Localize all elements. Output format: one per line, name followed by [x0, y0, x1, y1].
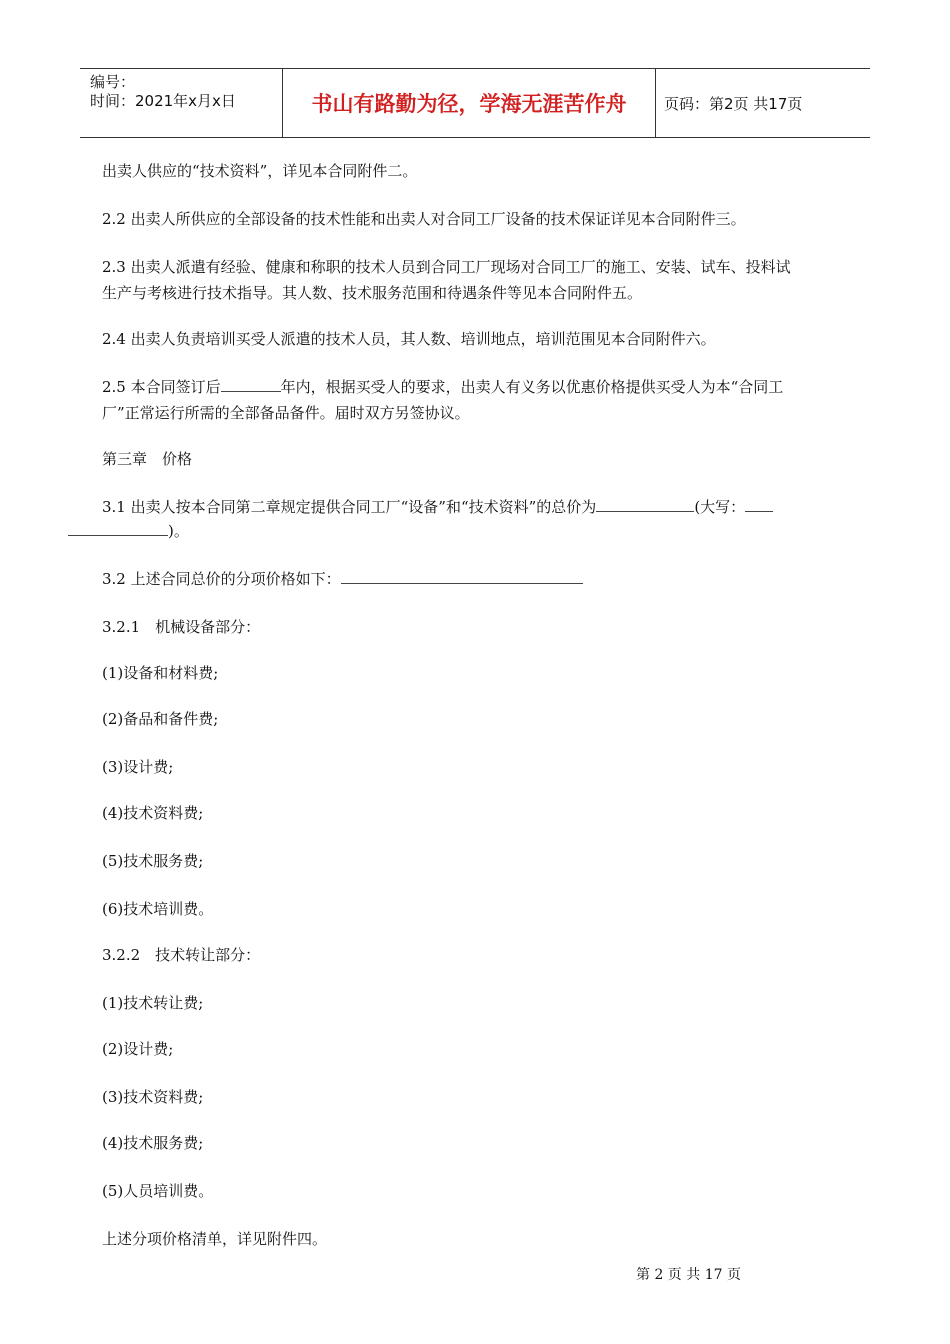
paragraph-3-1-close: )。 — [168, 522, 189, 540]
itemized-price-blank[interactable] — [341, 566, 583, 584]
date-label: 时间：2021年x月x日 — [90, 92, 236, 110]
list-item: (1)技术转让费; — [102, 994, 204, 1012]
paragraph-2-5-line1 — [102, 374, 882, 400]
list-item: (3)设计费; — [102, 758, 174, 776]
list-item: (4)技术资料费; — [102, 804, 204, 822]
paragraph-technical-data: 出卖人供应的“技术资料”，详见本合同附件二。 — [102, 162, 418, 180]
number-label: 编号： — [90, 73, 136, 91]
header-motto: 书山有路勤为径，学海无涯苦作舟 — [282, 69, 656, 137]
amount-words-blank-1[interactable] — [745, 494, 773, 512]
paragraph-3-1-part-a: 3.1 出卖人按本合同第二章规定提供合同工厂“设备”和“技术资料”的总价为 — [102, 498, 597, 516]
list-item: (6)技术培训费。 — [102, 900, 214, 918]
amount-words-blank-2[interactable] — [68, 518, 168, 536]
paragraph-2-3-line1: 2.3 出卖人派遣有经验、健康和称职的技术人员到合同工厂现场对合同工厂的施工、安装、试车、投料试 — [102, 258, 791, 276]
paragraph-3-1-line1 — [102, 494, 882, 520]
paragraph-2-5-part-a: 2.5 本合同签订后 — [102, 378, 221, 396]
list-item: (3)技术资料费; — [102, 1088, 204, 1106]
list-item: (1)设备和材料费; — [102, 664, 219, 682]
list-item: (2)设计费; — [102, 1040, 174, 1058]
section-3-2-2: 3.2.2 技术转让部分： — [102, 946, 261, 964]
paragraph-3-1-part-b: (大写： — [694, 498, 746, 516]
page-header — [80, 68, 870, 138]
paragraph-2-4: 2.4 出卖人负责培训买受人派遣的技术人员，其人数、培训地点，培训范围见本合同附件六。 — [102, 330, 716, 348]
paragraph-3-1-line2 — [68, 518, 848, 544]
list-item: (5)人员培训费。 — [102, 1182, 214, 1200]
paragraph-2-3-line2: 生产与考核进行技术指导。其人数、技术服务范围和待遇条件等见本合同附件五。 — [102, 284, 643, 302]
section-3-2-1: 3.2.1 机械设备部分： — [102, 618, 261, 636]
paragraph-3-2 — [102, 566, 882, 592]
page-footer: 第 2 页 共 17 页 — [636, 1267, 741, 1283]
paragraph-2-5-part-b: 年内，根据买受人的要求，出卖人有义务以优惠价格提供买受人为本“合同工 — [280, 378, 784, 396]
list-item: (5)技术服务费; — [102, 852, 204, 870]
header-meta — [80, 69, 282, 137]
years-blank[interactable] — [221, 374, 281, 392]
paragraph-2-5-line2: 厂”正常运行所需的全部备品备件。届时双方另签协议。 — [102, 404, 470, 422]
total-price-blank[interactable] — [596, 494, 694, 512]
closing-paragraph: 上述分项价格清单，详见附件四。 — [102, 1230, 328, 1248]
chapter-3-title: 第三章 价格 — [102, 450, 193, 468]
list-item: (4)技术服务费; — [102, 1134, 204, 1152]
paragraph-3-2-text: 3.2 上述合同总价的分项价格如下： — [102, 570, 341, 588]
paragraph-2-2: 2.2 出卖人所供应的全部设备的技术性能和出卖人对合同工厂设备的技术保证详见本合同附件三。 — [102, 210, 746, 228]
header-page-label: 页码：第2页 共17页 — [664, 94, 803, 113]
list-item: (2)备品和备件费; — [102, 710, 219, 728]
